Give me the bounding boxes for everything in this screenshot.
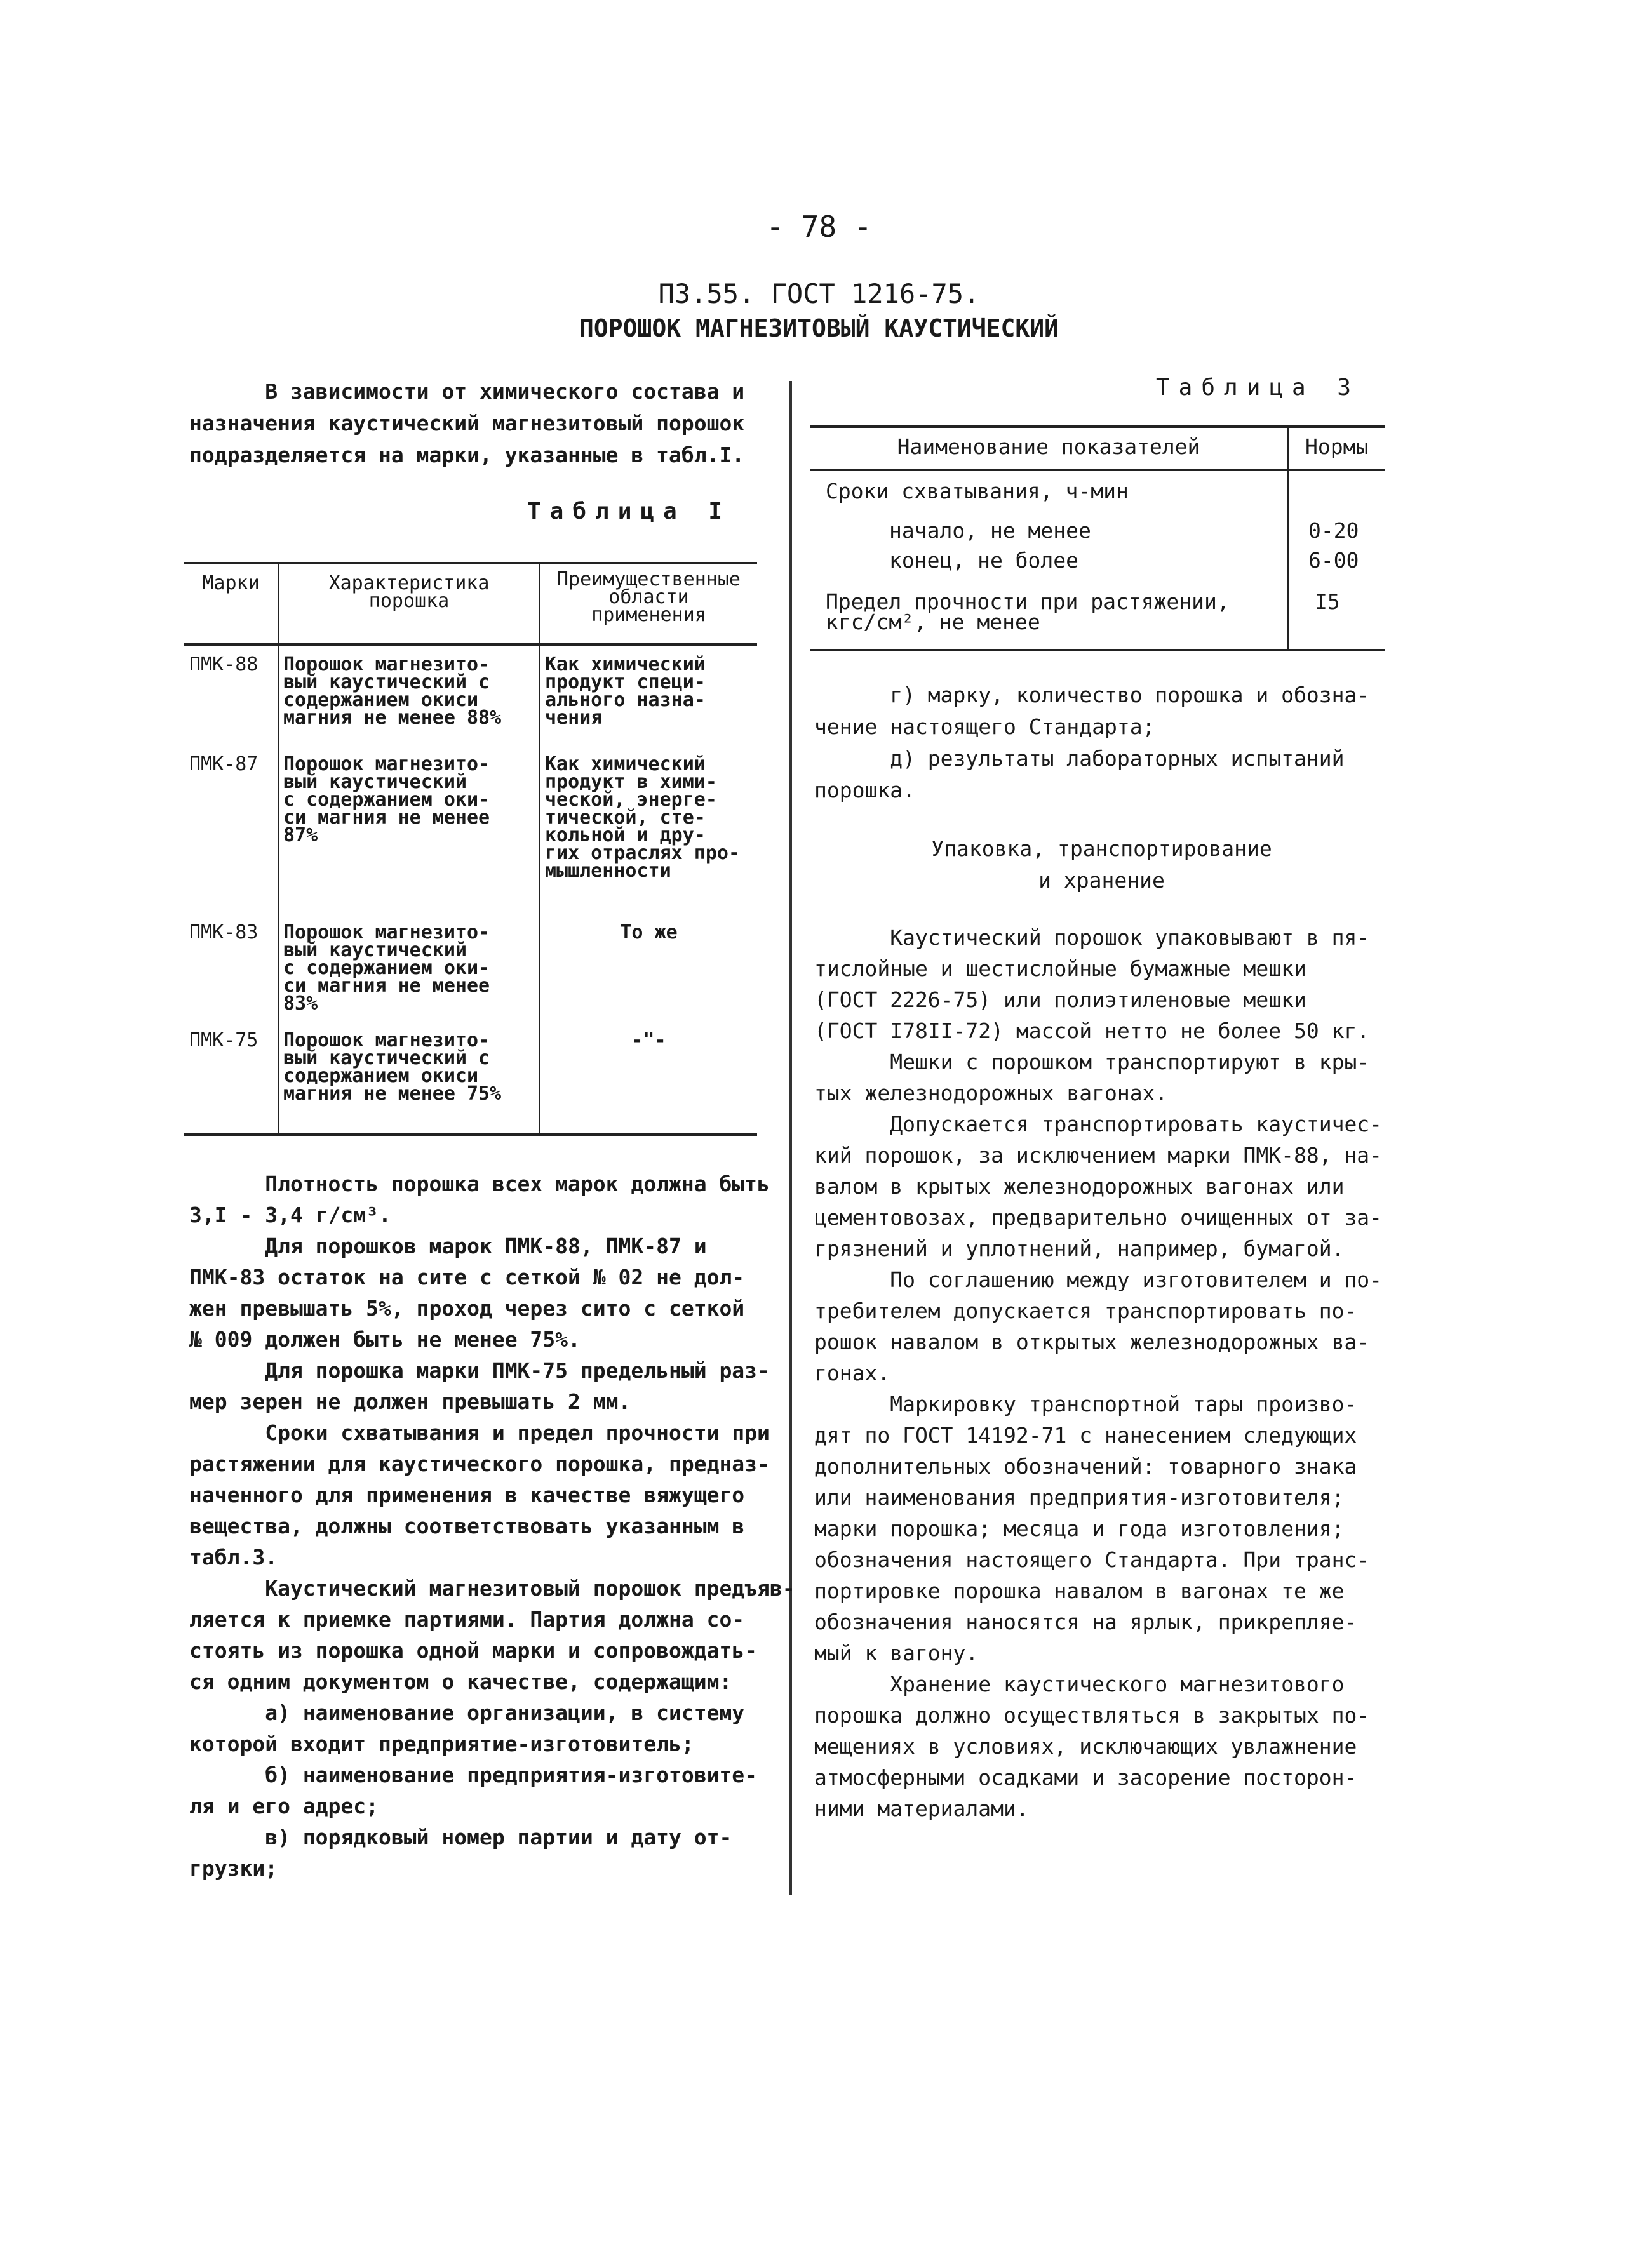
table3-col-rule [1287,425,1289,649]
table1 [184,562,757,1137]
document-title: ПОРОШОК МАГНЕЗИТОВЫЙ КАУСТИЧЕСКИЙ [579,314,1059,342]
right-items-text: г) марку, количество порошка и обозна- чение настоящего Стандарта; д) результаты лабораторных испытаний порошка. [814,683,1370,803]
table1-desc: Порошок магнезито- вый каустический с содержанием оки- си магния не менее 83% [283,921,490,1015]
standard-heading: ПЗ.55. ГОСТ 1216-75. [658,278,980,309]
table1-col-rule [278,562,279,1133]
table1-desc: Порошок магнезито- вый каустический с содержанием окиси магния не менее 88% [283,653,502,729]
table3-row-name: начало, не менее [889,518,1091,543]
table1-use: -"- [631,1029,666,1051]
section-title: Упаковка, транспортирование и хранение [931,836,1272,893]
table3-bottom-rule [810,649,1385,651]
table1-mark: ПМК-87 [189,753,258,775]
table3-top-rule [810,425,1385,428]
intro-paragraph: В зависимости от химического состава и назначения каустический магнезитовый порошок подразделяется на марки, указанные в табл.I. [189,379,745,467]
table3-header-rule [810,469,1385,471]
left-body-text: Плотность порошка всех марок должна быть 3,I - 3,4 г/см³. Для порошков марок ПМК-88, ПМК-87 и ПМК-83 остаток на сите с сеткой № 02 не дол- жен превышать 5%, проход через сито с сеткой № 009 должен быть не менее 75%. Для порошка марки ПМК-75 предельный раз- мер зерен не должен превышать 2 мм. Сроки схватывания и предел прочности при растяжении для каустического порошка, предназ- наченного для применения в качестве вяжущего вещества, должны соответствовать указанным в табл.3. Каустический магнезитовый порошок предъяв- ляется к приемке партиями. Партия должна со- стоять из порошка одной марки и сопровождать- ся одним документом о качестве, содержащим: а) наименование организации, в систему которой входит предприятие-изготовитель; б) наименование предприятия-изготовите- ля и его адрес; в) порядковый номер партии и дату от- грузки; [189,1171,795,1881]
table1-bottom-rule [184,1133,757,1136]
table1-desc: Порошок магнезито- вый каустический с содержанием окиси магния не менее 75% [283,1029,502,1105]
table1-use: То же [620,921,678,944]
table3-caption: Таблица 3 [1156,375,1360,401]
table1-mark: ПМК-83 [189,921,258,944]
table3 [810,425,1385,654]
table3-row-norm: 6-00 [1308,548,1359,573]
table3-header-name: Наименование показателей [897,434,1200,459]
table3-row-norm: 0-20 [1308,518,1359,543]
table3-header-norm: Нормы [1305,434,1369,459]
table1-header-mark: Марки [202,572,260,594]
table1-use: Как химический продукт в хими- ческой, энерге- тической, сте- кольной и дру- гих отраслях про- мышленности [545,753,741,882]
table1-header-desc: Характеристика порошка [328,572,490,612]
table1-header-rule [184,643,757,646]
table1-mark: ПМК-75 [189,1029,258,1051]
table1-top-rule [184,562,757,564]
table3-row-name: конец, не более [889,548,1079,573]
table1-desc: Порошок магнезито- вый каустический с содержанием оки- си магния не менее 87% [283,753,490,846]
table1-mark: ПМК-88 [189,653,258,676]
table3-row-name: Предел прочности при растяжении, кгс/см², не менее [826,589,1230,634]
table1-header-use: Преимущественные области применения [557,568,741,626]
table1-caption: Таблица I [527,498,732,524]
table1-use: Как химический продукт специ- ального назна- чения [545,653,706,729]
table3-row-norm: I5 [1315,589,1340,614]
right-body-text: Каустический порошок упаковывают в пя- тислойные и шестислойные бумажные мешки (ГОСТ 2226-75) или полиэтиленовые мешки (ГОСТ I78II-72) массой нетто не более 50 кг. Мешки с порошком транспортируют в кры- тых железнодорожных вагонах. Допускается транспортировать каустичес- кий порошок, за исключением марки ПМК-88, на- валом в крытых железнодорожных вагонах или цементовозах, предварительно очищенных от за- грязнений и уплотнений, например, бумагой. По соглашению между изготовителем и по- требителем допускается транспортировать по- рошок навалом в открытых железнодорожных ва- гонах. Маркировку транспортной тары произво- дят по ГОСТ 14192-71 с нанесением следующих дополнительных обозначений: товарного знака или наименования предприятия-изготовителя; марки порошка; месяца и года изготовления; обозначения настоящего Стандарта. При транс- портировке порошка навалом в вагонах те же обозначения наносятся на ярлык, прикрепляе- мый к вагону. Хранение каустического магнезитового порошка должно осуществляться в закрытых по- мещениях в условиях, исключающих увлажнение атмосферными осадками и засорение посторон- ними материалами. [814,925,1383,1821]
table3-row-name: Сроки схватывания, ч-мин [826,479,1129,504]
page-number: - 78 - [766,210,872,244]
